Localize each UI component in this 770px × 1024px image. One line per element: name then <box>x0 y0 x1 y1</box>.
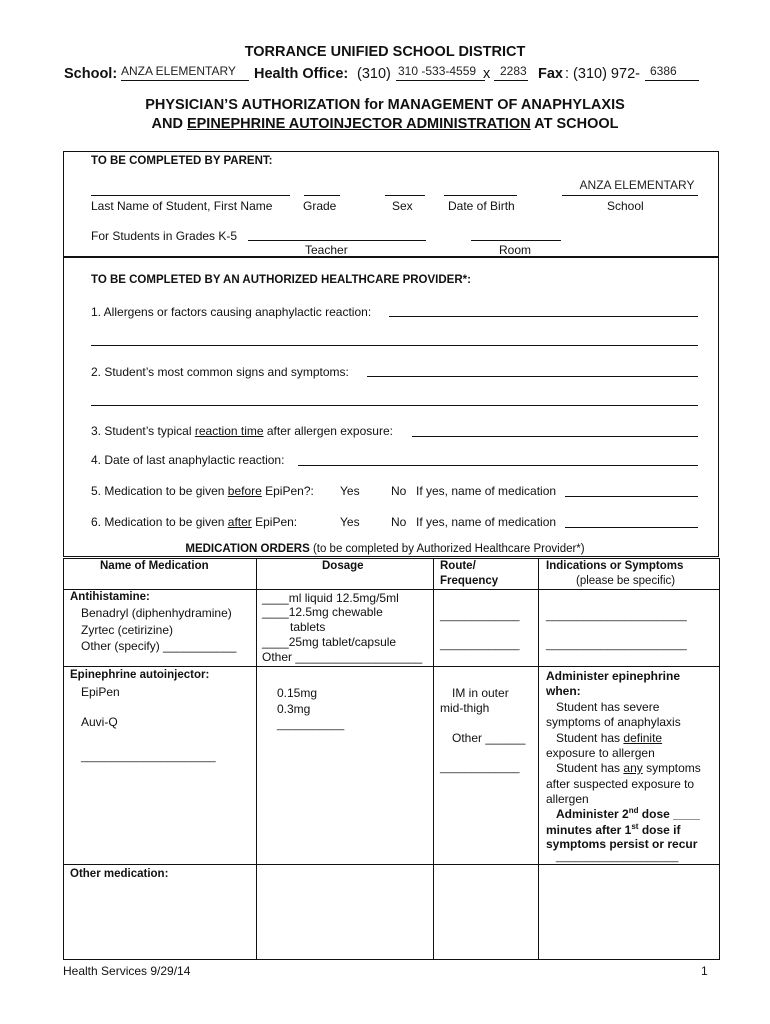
q5-b: before <box>227 484 262 498</box>
q3-label <box>91 424 393 438</box>
epinephrine-item[interactable]: Auvi-Q <box>81 715 118 729</box>
fax-line[interactable] <box>645 80 699 81</box>
antihistamine-dosage[interactable]: ____12.5mg chewable <box>262 605 383 619</box>
q2-line-2[interactable] <box>91 405 698 406</box>
sex-line[interactable] <box>385 195 425 196</box>
q6-label <box>91 515 297 529</box>
q1-line[interactable] <box>389 316 698 317</box>
school-label-parent: School <box>607 199 644 213</box>
col-header-indications-2: (please be specific) <box>576 575 676 587</box>
q1-line-2[interactable] <box>91 345 698 346</box>
indication-option[interactable] <box>556 731 662 745</box>
second-dose-blank[interactable]: ____________________ <box>556 851 679 863</box>
col-divider-2 <box>433 558 434 960</box>
epinephrine-route: mid-thigh <box>440 701 490 715</box>
other-medication-heading: Other medication: <box>70 868 169 880</box>
parent-school-value: ANZA ELEMENTARY <box>579 178 695 192</box>
q5-label <box>91 484 314 498</box>
teacher-line[interactable] <box>248 240 426 241</box>
k5-label: For Students in Grades K-5 <box>91 229 238 243</box>
health-office-number: 310 -533-4559 <box>398 64 477 78</box>
fax-value: 6386 <box>650 64 677 78</box>
health-office-ext: 2283 <box>500 64 527 78</box>
antihistamine-item[interactable]: Zyrtec (cetirizine) <box>81 623 174 637</box>
ind-2a: Student has <box>556 731 624 745</box>
q5-a: 5. Medication to be given <box>91 484 228 498</box>
indication-option[interactable]: Student has severe <box>556 700 660 714</box>
title-line2-a: AND <box>151 116 187 132</box>
q4-label: 4. Date of last anaphylactic reaction: <box>91 453 285 467</box>
q5-if-yes-label: If yes, name of medication <box>416 484 557 498</box>
q1-label: 1. Allergens or factors causing anaphylactic reaction: <box>91 305 372 319</box>
teacher-label: Teacher <box>305 243 348 257</box>
administer-heading-2: when: <box>546 684 581 698</box>
room-label: Room <box>499 243 532 257</box>
school-field-line[interactable] <box>121 80 249 81</box>
antihistamine-dosage[interactable]: ____25mg tablet/capsule <box>262 635 397 649</box>
health-office-x: x <box>483 66 491 82</box>
sex-label: Sex <box>392 199 413 213</box>
q6-if-yes-label: If yes, name of medication <box>416 515 557 529</box>
antihistamine-dosage[interactable]: Other ___________________ <box>262 650 423 664</box>
antihistamine-route-blank[interactable]: _____________ <box>440 639 520 651</box>
second-dose-d: dose if <box>638 823 681 837</box>
antihistamine-item[interactable]: Other (specify) ___________ <box>81 639 237 653</box>
provider-section-heading: TO BE COMPLETED BY AN AUTHORIZED HEALTHCARE PROVIDER*: <box>91 274 471 286</box>
second-dose-line2 <box>546 822 681 837</box>
second-dose-line1[interactable] <box>556 806 700 821</box>
antihistamine-heading: Antihistamine: <box>70 591 150 603</box>
epinephrine-route[interactable]: _____________ <box>440 762 520 774</box>
epinephrine-route[interactable]: IM in outer <box>452 686 509 700</box>
ind-2b: definite <box>623 731 663 745</box>
q6-a: 6. Medication to be given <box>91 515 228 529</box>
health-office-area: (310) <box>357 66 391 82</box>
ind-3a: Student has <box>556 761 624 775</box>
footer-left: Health Services 9/29/14 <box>63 964 191 978</box>
grade-line[interactable] <box>304 195 340 196</box>
row-divider-2 <box>63 666 720 667</box>
col-header-route-1: Route/ <box>440 560 476 572</box>
indication-text: symptoms of anaphylaxis <box>546 715 681 729</box>
ind-3b: any <box>623 761 643 775</box>
administer-heading-1: Administer epinephrine <box>546 669 681 683</box>
provider-section <box>63 257 719 557</box>
medication-orders-title <box>0 543 770 555</box>
row-divider-1 <box>63 589 720 590</box>
q6-no-option[interactable]: No <box>391 515 407 529</box>
indication-text: allergen <box>546 792 589 806</box>
antihistamine-dosage: tablets <box>290 620 326 634</box>
q6-medication-line[interactable] <box>565 527 698 528</box>
district-title: TORRANCE UNIFIED SCHOOL DISTRICT <box>244 44 526 60</box>
epinephrine-dosage[interactable]: 0.15mg <box>277 686 318 700</box>
col-header-indications-1: Indications or Symptoms <box>546 560 684 572</box>
indication-text: exposure to allergen <box>546 746 655 760</box>
second-dose-sup2: st <box>631 822 639 831</box>
q5-no-option[interactable]: No <box>391 484 407 498</box>
second-dose-a: Administer 2 <box>556 807 629 821</box>
col-header-route-2: Frequency <box>440 575 499 587</box>
row-divider-3 <box>63 864 720 865</box>
indication-option[interactable] <box>556 761 701 775</box>
room-line[interactable] <box>471 240 561 241</box>
antihistamine-indication-blank[interactable]: _______________________ <box>546 639 687 651</box>
q6-yes-option[interactable]: Yes <box>340 515 360 529</box>
indication-text: after suspected exposure to <box>546 777 695 791</box>
second-dose-sup: nd <box>628 806 639 815</box>
page-number: 1 <box>701 964 708 978</box>
epinephrine-item[interactable]: EpiPen <box>81 685 120 699</box>
form-title-line2 <box>0 116 770 132</box>
grade-label: Grade <box>303 199 337 213</box>
student-name-label: Last Name of Student, First Name <box>91 199 273 213</box>
fax-prefix: : (310) 972- <box>565 66 640 82</box>
q2-label: 2. Student’s most common signs and symptoms: <box>91 365 349 379</box>
health-office-ext-line[interactable] <box>494 80 528 81</box>
antihistamine-indication-blank[interactable]: _______________________ <box>546 610 687 622</box>
med-orders-title-bold: MEDICATION ORDERS <box>185 543 310 555</box>
col-divider-3 <box>538 558 539 960</box>
med-orders-title-rest: (to be completed by Authorized Healthcare Provider*) <box>309 543 585 555</box>
fax-label: Fax <box>538 66 563 82</box>
health-office-label: Health Office: <box>254 66 349 82</box>
second-dose-c: minutes after 1 <box>546 823 632 837</box>
epinephrine-dosage[interactable]: 0.3mg <box>277 702 311 716</box>
epinephrine-dosage[interactable]: ___________ <box>277 719 345 731</box>
antihistamine-route-blank[interactable]: _____________ <box>440 610 520 622</box>
school-line[interactable] <box>562 195 698 196</box>
school-label: School: <box>64 66 118 82</box>
health-office-number-line[interactable] <box>396 80 485 81</box>
q2-line[interactable] <box>367 376 698 377</box>
q3-a: 3. Student’s typical <box>91 424 195 438</box>
school-field-value: ANZA ELEMENTARY <box>121 64 236 78</box>
antihistamine-item[interactable]: Benadryl (diphenhydramine) <box>81 606 232 620</box>
q5-c: EpiPen?: <box>261 484 314 498</box>
col-divider-1 <box>256 558 257 960</box>
epinephrine-item[interactable]: ______________________ <box>81 751 216 763</box>
title-line2-c: AT SCHOOL <box>530 116 619 132</box>
q3-c: after allergen exposure: <box>263 424 393 438</box>
q5-medication-line[interactable] <box>565 496 698 497</box>
ind-3c: symptoms <box>642 761 701 775</box>
student-name-line[interactable] <box>91 195 290 196</box>
q5-yes-option[interactable]: Yes <box>340 484 360 498</box>
parent-section-heading: TO BE COMPLETED BY PARENT: <box>91 155 273 167</box>
epinephrine-heading: Epinephrine autoinjector: <box>70 669 210 681</box>
col-header-name: Name of Medication <box>100 560 209 572</box>
dob-label: Date of Birth <box>448 199 515 213</box>
q6-c: EpiPen: <box>251 515 298 529</box>
second-dose-line3: symptoms persist or recur <box>546 837 698 851</box>
form-title-line1: PHYSICIAN’S AUTHORIZATION for MANAGEMENT OF ANAPHYLAXIS <box>145 97 625 113</box>
q3-b: reaction time <box>194 424 264 438</box>
q3-line[interactable] <box>412 436 698 437</box>
second-dose-b: dose ____ <box>638 807 700 821</box>
dob-line[interactable] <box>444 195 517 196</box>
epinephrine-route[interactable]: Other ______ <box>452 731 526 745</box>
antihistamine-dosage[interactable]: ____ml liquid 12.5mg/5ml <box>262 591 399 605</box>
title-line2-b: EPINEPHRINE AUTOINJECTOR ADMINISTRATION <box>186 116 531 132</box>
q4-line[interactable] <box>298 465 698 466</box>
q6-b: after <box>227 515 252 529</box>
col-header-dosage: Dosage <box>322 560 364 572</box>
